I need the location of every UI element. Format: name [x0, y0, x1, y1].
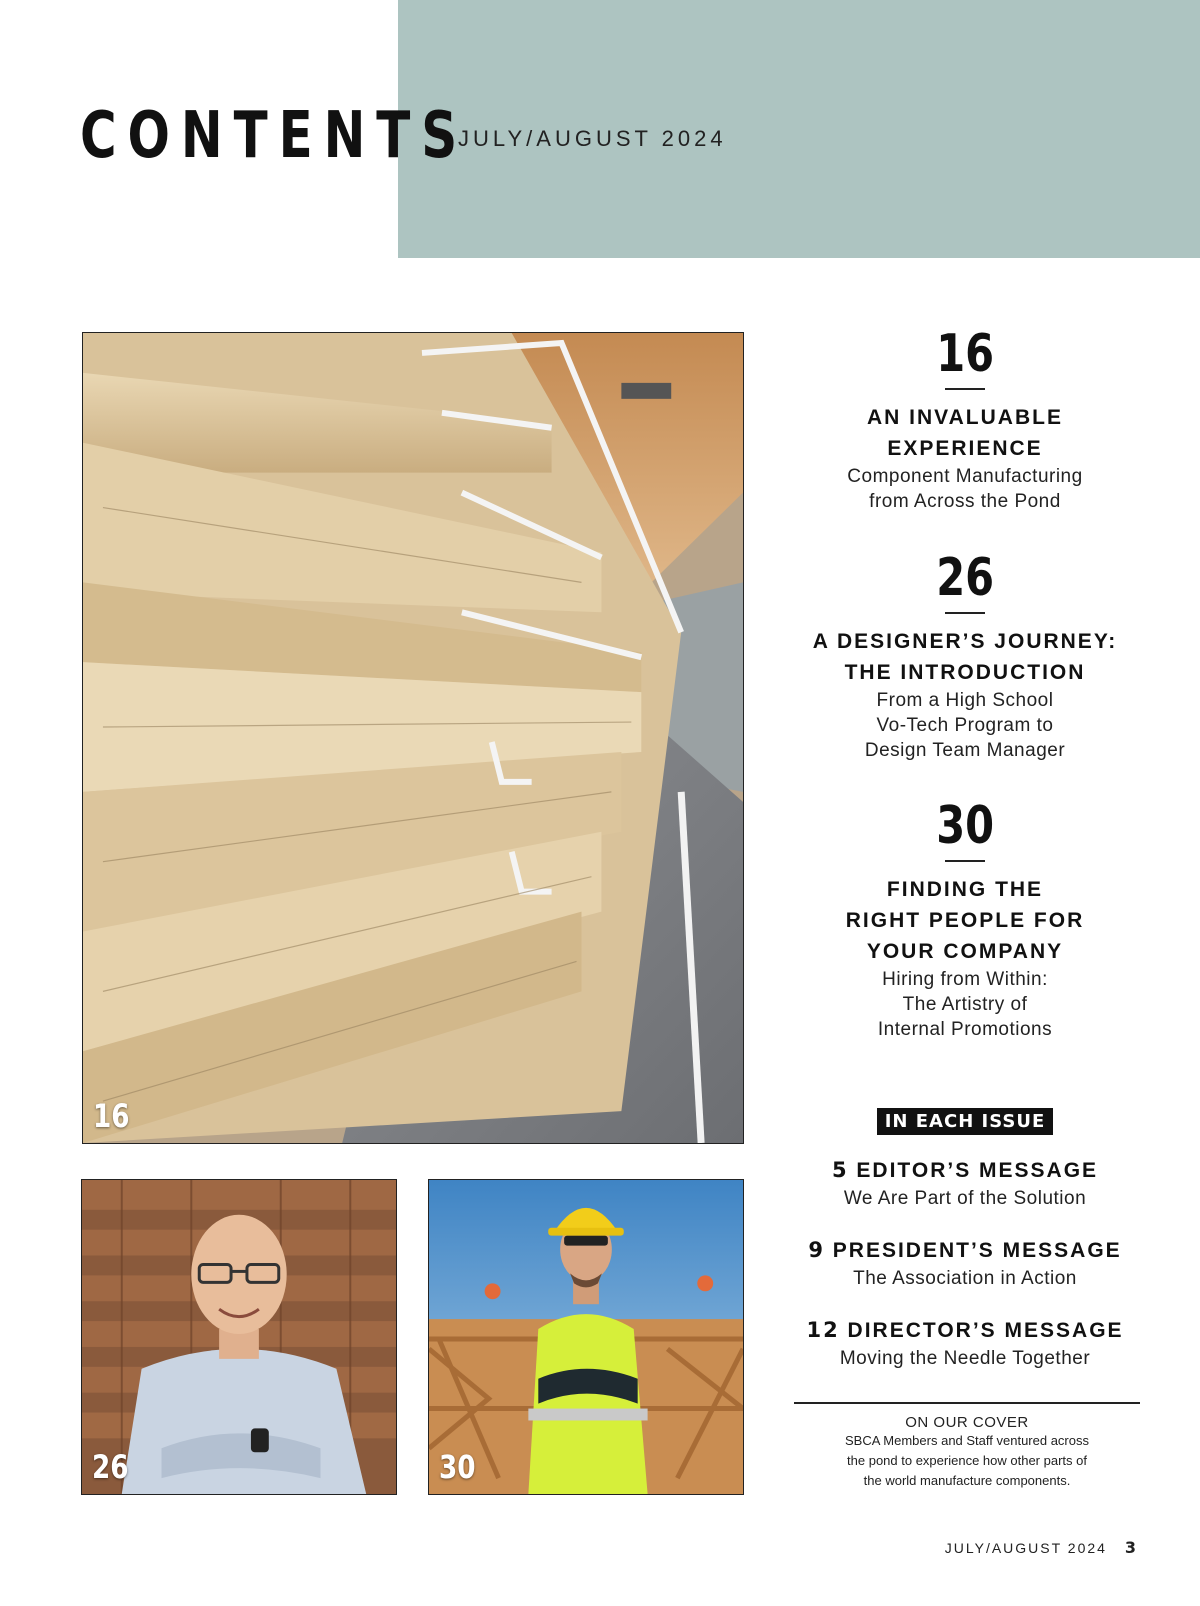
feature-entry-26[interactable] — [790, 550, 1140, 763]
feature-subtitle-line: The Artistry of — [902, 994, 1028, 1015]
issue-date: JULY/AUGUST 2024 — [458, 126, 727, 151]
in-each-issue-label: IN EACH ISSUE — [877, 1108, 1054, 1135]
feature-divider — [945, 612, 985, 614]
feature-title-line: A DESIGNER’S JOURNEY: — [812, 630, 1118, 653]
feature-entry-16[interactable] — [790, 326, 1140, 514]
feature-divider — [945, 388, 985, 390]
designer-portrait-image — [82, 1180, 396, 1494]
department-title — [790, 1316, 1140, 1345]
cover-note — [794, 1414, 1140, 1491]
feature-page-number: 26 — [936, 548, 994, 608]
department-entry-president[interactable] — [790, 1236, 1140, 1292]
feature-subtitle-line: Internal Promotions — [877, 1019, 1053, 1040]
feature-title-line: THE INTRODUCTION — [844, 661, 1086, 684]
feature-title-line: FINDING THE — [886, 878, 1044, 901]
feature-title-line: AN INVALUABLE — [867, 406, 1063, 429]
feature-title-line: EXPERIENCE — [887, 437, 1043, 460]
in-each-issue-section — [790, 1108, 1140, 1135]
department-page-number: 12 — [806, 1318, 840, 1342]
contents-title: CONTENTS — [80, 99, 469, 173]
feature-page-number: 16 — [936, 324, 994, 384]
feature-subtitle-line: Component Manufacturing — [847, 466, 1083, 487]
feature-entry-30[interactable] — [790, 798, 1140, 1042]
feature-subtitle-line: from Across the Pond — [869, 491, 1061, 512]
department-title — [790, 1236, 1140, 1265]
department-title-text: EDITOR’S MESSAGE — [856, 1159, 1099, 1182]
feature-page-number: 30 — [936, 796, 994, 856]
cover-heading: ON OUR COVER — [905, 1414, 1029, 1431]
photo-page-tag: 30 — [439, 1448, 476, 1486]
page-footer — [945, 1538, 1138, 1557]
feature-subtitle-line: Vo-Tech Program to — [876, 715, 1054, 736]
feature-title-line: YOUR COMPANY — [866, 940, 1064, 963]
worker-hardhat-image — [429, 1180, 743, 1494]
worker-hardhat-photo[interactable] — [428, 1179, 744, 1495]
footer-issue-date: JULY/AUGUST 2024 — [944, 1540, 1107, 1556]
department-subtitle: Moving the Needle Together — [839, 1348, 1091, 1369]
footer-page-number: 3 — [1124, 1538, 1138, 1557]
lumber-rack-image — [83, 333, 743, 1143]
photo-page-tag: 16 — [93, 1097, 130, 1135]
cover-text-line: the world manufacture components. — [863, 1473, 1071, 1488]
department-entry-director[interactable] — [790, 1316, 1140, 1372]
lumber-rack-photo[interactable] — [82, 332, 744, 1144]
cover-divider — [794, 1402, 1140, 1404]
department-entry-editor[interactable] — [790, 1156, 1140, 1212]
feature-subtitle-line: Design Team Manager — [864, 740, 1066, 761]
department-title-text: DIRECTOR’S MESSAGE — [847, 1319, 1124, 1342]
department-title — [790, 1156, 1140, 1185]
department-title-text: PRESIDENT’S MESSAGE — [832, 1239, 1122, 1262]
feature-subtitle-line: Hiring from Within: — [882, 969, 1048, 990]
feature-divider — [945, 860, 985, 862]
department-page-number: 5 — [831, 1158, 849, 1182]
photo-page-tag: 26 — [92, 1448, 129, 1486]
department-subtitle: The Association in Action — [853, 1268, 1077, 1289]
department-subtitle: We Are Part of the Solution — [843, 1188, 1087, 1209]
feature-title-line: RIGHT PEOPLE FOR — [845, 909, 1085, 932]
cover-text-line: SBCA Members and Staff ventured across — [845, 1433, 1089, 1448]
cover-text-line: the pond to experience how other parts of — [847, 1453, 1087, 1468]
department-page-number: 9 — [808, 1238, 825, 1262]
feature-subtitle-line: From a High School — [876, 690, 1054, 711]
designer-portrait-photo[interactable] — [81, 1179, 397, 1495]
